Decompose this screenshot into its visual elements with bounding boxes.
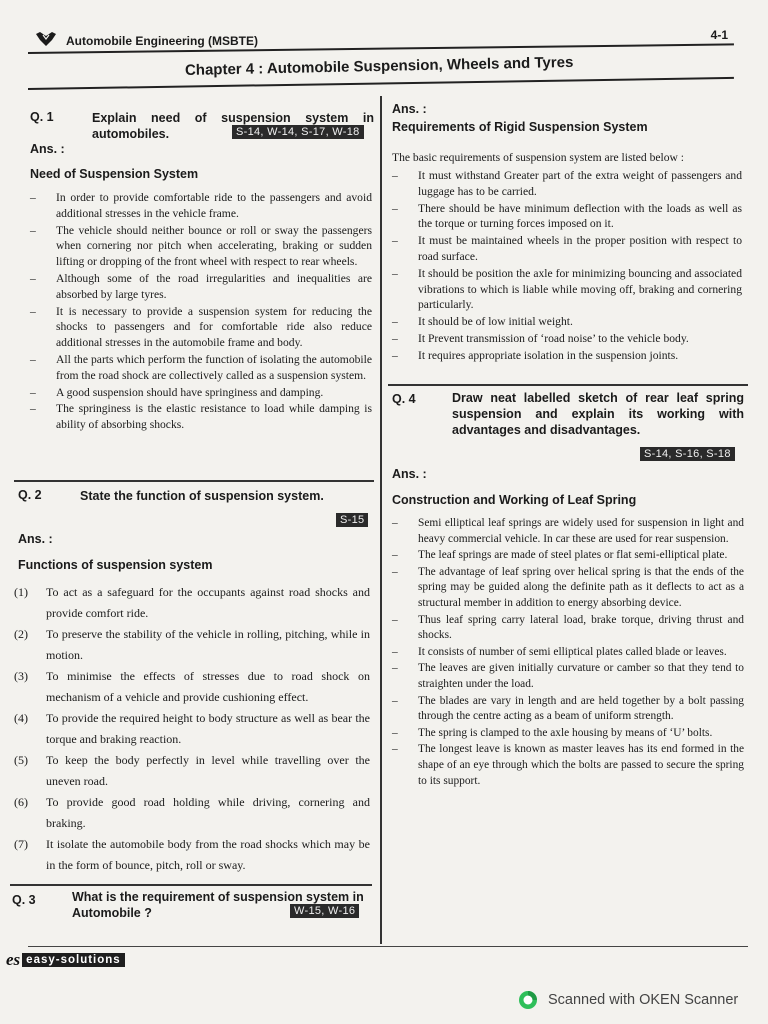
q4-number: Q. 4 [392, 392, 416, 406]
q2-number: Q. 2 [18, 488, 42, 502]
q4-question: Draw neat labelled sketch of rear leaf spring suspension and explain its working with advantages and disadvantages. [452, 391, 744, 437]
list-item: – The advantage of leaf spring over helical spring is that the ends of the spring may be guided along the definite path as it deflects to act as a structural member in addition to energy absorbing device. [392, 565, 744, 609]
q2-question: State the function of suspension system. [80, 489, 324, 503]
list-item: – Thus leaf spring carry lateral load, brake torque, driving thrust and shocks. [392, 613, 744, 642]
q2-ans-label: Ans. : [18, 532, 53, 546]
list-item: – It must withstand Greater part of the extra weight of passengers and luggage has to be carried. [392, 169, 742, 198]
q3-top-rule [10, 884, 372, 886]
list-item: – A good suspension should have springiness and damping. [30, 385, 324, 399]
list-item: (2) To preserve the stability of the vehicle in rolling, pitching, while in motion. [14, 627, 370, 662]
list-item: – The blades are vary in length and are held together by a bolt passing through the centre acting as a beam of uniform strength. [392, 694, 744, 723]
list-item: (1) To act as a safeguard for the occupants against road shocks and provide comfort ride. [14, 585, 370, 620]
q3-exam-tag: W-15, W-16 [290, 904, 359, 918]
q4-top-rule [388, 384, 748, 386]
chapter-title: Chapter 4 : Automobile Suspension, Wheels and Tyres [184, 53, 574, 79]
footer-rule [28, 946, 748, 947]
scanner-text: Scanned with OKEN Scanner [548, 992, 739, 1008]
leaf-spring-subheading: Construction and Working of Leaf Spring [392, 493, 637, 507]
q3-question: What is the requirement of suspension system in Automobile ? [72, 890, 364, 920]
q2-subheading: Functions of suspension system [18, 558, 213, 572]
q1-question: Explain need of suspension system in automobiles. [92, 111, 374, 141]
list-item: – It is necessary to provide a suspension system for reducing the shocks to passengers and for comfortable ride also reduce additional stresses in the automobile frame and body. [30, 304, 372, 350]
list-item: – It should be of low initial weight. [392, 315, 573, 329]
list-item: – In order to provide comfortable ride to the passengers and avoid additional stresses in the vehicle frame. [30, 191, 372, 220]
list-item: – It requires appropriate isolation in the suspension joints. [392, 348, 679, 362]
list-item: – It Prevent transmission of ‘road noise’ to the vehicle body. [392, 331, 689, 345]
scanner-logo-icon [518, 990, 538, 1010]
q3-number: Q. 3 [12, 893, 36, 907]
list-item: – It should be position the axle for minimizing bouncing and associated vibrations to which is liable while moving off, braking and cornering particularly. [392, 266, 742, 312]
list-item: (6) To provide good road holding while driving, cornering and braking. [14, 795, 370, 830]
list-item: – The springiness is the elastic resistance to load while damping is ability of absorbing shocks. [30, 402, 372, 432]
list-item: (7) It isolate the automobile body from the road shocks which may be in the form of bounce, pitch, roll or sway. [14, 837, 370, 872]
list-item: (3) To minimise the effects of stresses due to road shock on mechanism of a vehicle and provide cushioning effect. [14, 669, 370, 704]
q2-top-rule [14, 480, 374, 482]
list-item: – The longest leave is known as master leaves has its end formed in the shape of an eye through which the bolts are passed to secure the spring to its support. [392, 743, 744, 787]
list-item: – There should be have minimum deflection with the loads as well as the torque or turning forces imposed on it. [392, 201, 742, 231]
q4-ans-label: Ans. : [392, 467, 427, 481]
leaf-spring-list [392, 516, 744, 790]
brand-mark: es [6, 950, 21, 969]
q1-ans-label: Ans. : [30, 142, 65, 156]
page-number: 4-1 [710, 28, 728, 42]
right-ans-label: Ans. : [392, 102, 427, 116]
list-item: – Semi elliptical leaf springs are widely used for suspension in light and heavy commercial vehicle. In car these are used for rear suspension. [392, 517, 744, 545]
list-item: – The vehicle should neither bounce or roll or sway the passengers when cornering nor pitch when accelerating, braking or sudden lifting or dropping of the front wheel with respect to rear wheels. [30, 223, 372, 269]
column-divider [380, 96, 382, 944]
list-item: – It must be maintained wheels in the proper position with respect to road surface. [392, 234, 742, 263]
list-item: (5) To keep the body perfectly in level while travelling over the uneven road. [14, 753, 370, 788]
book-title: Automobile Engineering (MSBTE) [66, 34, 258, 48]
q2-exam-tag: S-15 [336, 513, 368, 527]
q1-exam-tag: S-14, W-14, S-17, W-18 [232, 125, 364, 139]
q1-number: Q. 1 [30, 110, 54, 124]
q2-function-list [14, 582, 370, 876]
list-item: – The spring is clamped to the axle housing by means of ‘U’ bolts. [392, 726, 713, 739]
list-item: – The leaf springs are made of steel plates or flat semi-elliptical plate. [392, 549, 728, 562]
list-item: – Although some of the road irregularities and inequalities are absorbed by large tyres. [30, 271, 372, 301]
brand-logo [6, 950, 125, 970]
brand-text: easy-solutions [22, 953, 125, 967]
requirements-list [392, 168, 742, 365]
q4-exam-tag: S-14, S-16, S-18 [640, 447, 735, 461]
list-item: – It consists of number of semi elliptical plates called blade or leaves. [392, 645, 727, 658]
scanner-watermark [518, 990, 738, 1010]
q1-bullet-list [30, 190, 372, 434]
q1-subheading: Need of Suspension System [30, 167, 199, 181]
rigid-requirements-subheading: Requirements of Rigid Suspension System [392, 120, 648, 134]
list-item: – The leaves are given initially curvature or camber so that they tend to straighten under the load. [392, 662, 744, 690]
list-item: – All the parts which perform the function of isolating the automobile from the road shock are collectively called as a suspension system. [30, 352, 372, 382]
chapter-rule [28, 77, 734, 90]
list-item: (4) To provide the required height to body structure as well as bear the torque and braking reaction. [14, 711, 370, 746]
requirements-intro: The basic requirements of suspension system are listed below : [392, 151, 685, 164]
publisher-logo-icon [34, 30, 58, 48]
